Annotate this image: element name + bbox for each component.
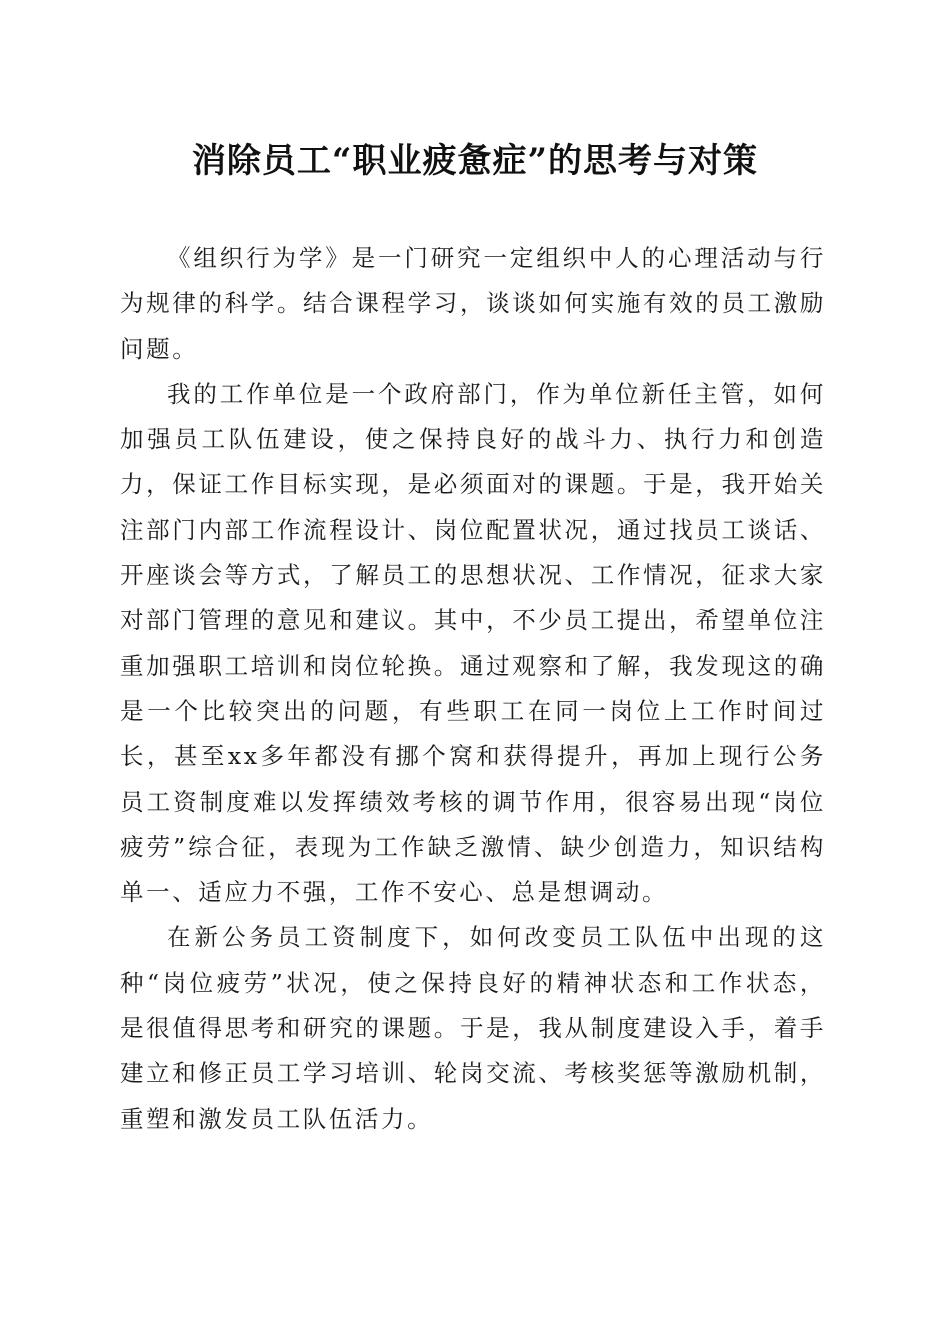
paragraph-intro: 《组织行为学》是一门研究一定组织中人的心理活动与行为规律的科学。结合课程学习，谈谈如何实施有效的员工激励问题。 [120, 244, 826, 363]
document-body [120, 236, 826, 1142]
document-title: 消除员工“职业疲惫症”的思考与对策 [191, 141, 759, 181]
paragraph-approach: 在新公务员工资制度下，如何改变员工队伍中出现的这种“岗位疲劳”状况，使之保持良好的精神状态和工作状态，是很值得思考和研究的课题。于是，我从制度建设入手，着手建立和修正员工学习培训、轮岗交流、考核奖惩等激励机制，重塑和激发员工队伍活力。 [120, 923, 826, 1133]
paragraph-background: 我的工作单位是一个政府部门，作为单位新任主管，如何加强员工队伍建设，使之保持良好的战斗力、执行力和创造力，保证工作目标实现，是必须面对的课题。于是，我开始关注部门内部工作流程设计、岗位配置状况，通过找员工谈话、开座谈会等方式，了解员工的思想状况、工作情况，征求大家对部门管理的意见和建议。其中，不少员工提出，希望单位注重加强职工培训和岗位轮换。通过观察和了解，我发现这的确是一个比较突出的问题，有些职工在同一岗位上工作时间过长，甚至xx多年都没有挪个窝和获得提升，再加上现行公务员工资制度难以发挥绩效考核的调节作用，很容易出现“岗位疲劳”综合征，表现为工作缺乏激情、缺少创造力，知识结构单一、适应力不强，工作不安心、总是想调动。 [120, 379, 826, 907]
